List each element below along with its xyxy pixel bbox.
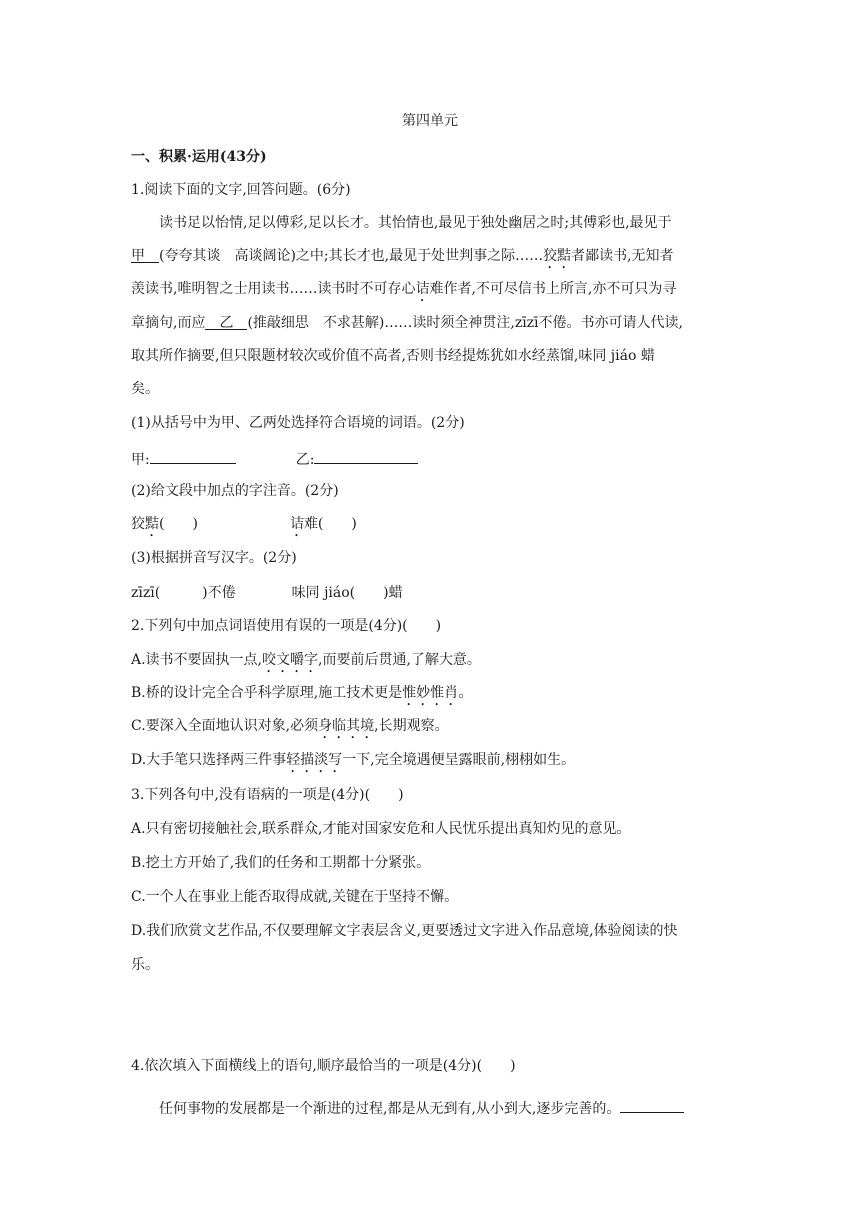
option-2d: D.大手笔只选择两三件事轻描淡写一下,完全境遇便呈露眼前,栩栩如生。 [131, 752, 576, 768]
passage-text: (夸夸其谈 高谈阔论)之中;其长才也,最见于处世判事之际…… [159, 248, 544, 264]
fill-blank[interactable] [620, 1096, 684, 1113]
option-2b: B.桥的设计完全合乎科学原理,施工技术更是惟妙惟肖。 [131, 685, 473, 701]
passage-text: 羡读书,唯明智之士用读书……读书时不可存心 [131, 281, 416, 297]
hanzi-items [131, 583, 403, 603]
passage-text: 难作者,不可尽信书上所言,亦不可只为寻 [429, 281, 677, 297]
section-heading: 一、积累·运用(43分) [131, 149, 267, 165]
sub-question-2: (2)给文段中加点的字注音。(2分) [131, 483, 339, 499]
dotted-char: 黠 [145, 516, 159, 532]
sub-question-1: (1)从括号中为甲、乙两处选择符合语境的词语。(2分) [131, 415, 465, 431]
passage-text: (推敲细思 不求甚解)……读时须全神贯注,zīzī不倦。书亦可请人代读, [247, 315, 683, 331]
pinyin-items [131, 514, 357, 540]
passage-text: 任何事物的发展都是一个渐进的过程,都是从无到有,从小到大,逐步完善的。 [159, 1101, 621, 1117]
passage-line-6: 矣。 [131, 381, 159, 397]
question-2-stem: 2.下列句中加点词语使用有误的一项是(4分)( ) [131, 618, 442, 634]
yi-label: 乙: [295, 452, 315, 468]
item-text: 味同 jiáo( )蜡 [291, 585, 403, 601]
q4-passage-line-1 [159, 1096, 684, 1119]
item-text: ( ) [159, 516, 198, 532]
option-3a: A.只有密切接触社会,联系群众,才能对国家安危和人民忧乐提出真知灼见的意见。 [131, 821, 631, 837]
dotted-word: 轻描淡写 [286, 752, 343, 768]
item-text: 难( ) [303, 516, 357, 532]
passage-line-3 [131, 279, 676, 305]
sub-question-3: (3)根据拼音写汉字。(2分) [131, 550, 297, 566]
passage-text: 者鄙读书,无知者 [571, 248, 674, 264]
option-3d-line-2: 乐。 [131, 957, 159, 973]
blank-jia: 甲 [131, 246, 159, 263]
passage-line-4 [131, 313, 683, 333]
passage-line-2 [131, 246, 674, 272]
dotted-word: 诘 [415, 281, 430, 297]
passage-line-5: 取其所作摘要,但只限题材较次或价值不高者,否则书经提炼犹如水经蒸馏,味同 jiáo 蜡 [131, 348, 655, 364]
option-3c: C.一个人在事业上能否取得成就,关键在于坚持不懈。 [131, 889, 459, 905]
item-text: 狡 [131, 516, 145, 532]
answer-blank-jia[interactable] [150, 447, 236, 464]
page-title: 第四单元 [402, 113, 458, 129]
option-2c: C.要深入全面地认识对象,必须身临其境,长期观察。 [131, 718, 449, 734]
option-2a: A.读书不要固执一点,咬文嚼字,而要前后贯通,了解大意。 [131, 652, 481, 668]
dotted-word: 身临其境 [318, 718, 375, 734]
option-3d-line-1: D.我们欣赏文艺作品,不仅要理解文字表层含义,更要透过文字进入作品意境,体验阅读的快 [131, 923, 678, 939]
dotted-char: 诘 [289, 516, 304, 532]
question-1-stem: 1.阅读下面的文字,回答问题。(6分) [131, 182, 351, 198]
option-3b: B.挖土方开始了,我们的任务和工期都十分紧张。 [131, 855, 431, 871]
question-4-stem: 4.依次填入下面横线上的语句,顺序最恰当的一项是(4分)( ) [131, 1058, 516, 1074]
answer-blank-yi[interactable] [314, 447, 418, 464]
dotted-word: 狡黠 [543, 248, 572, 264]
item-text: zīzī( )不倦 [131, 585, 236, 601]
dotted-word: 咬文嚼字 [262, 652, 319, 668]
answer-line-jia-yi [131, 447, 418, 470]
passage-text: 章摘句,而应 [131, 315, 206, 331]
dotted-word: 惟妙惟肖 [402, 685, 459, 701]
blank-yi: 乙 [205, 313, 247, 330]
question-3-stem: 3.下列各句中,没有语病的一项是(4分)( ) [131, 787, 404, 803]
jia-label: 甲: [131, 452, 150, 468]
passage-line-1: 读书足以怡情,足以傅彩,足以长才。其怡情也,最见于独处幽居之时;其傅彩也,最见于 [159, 215, 672, 231]
